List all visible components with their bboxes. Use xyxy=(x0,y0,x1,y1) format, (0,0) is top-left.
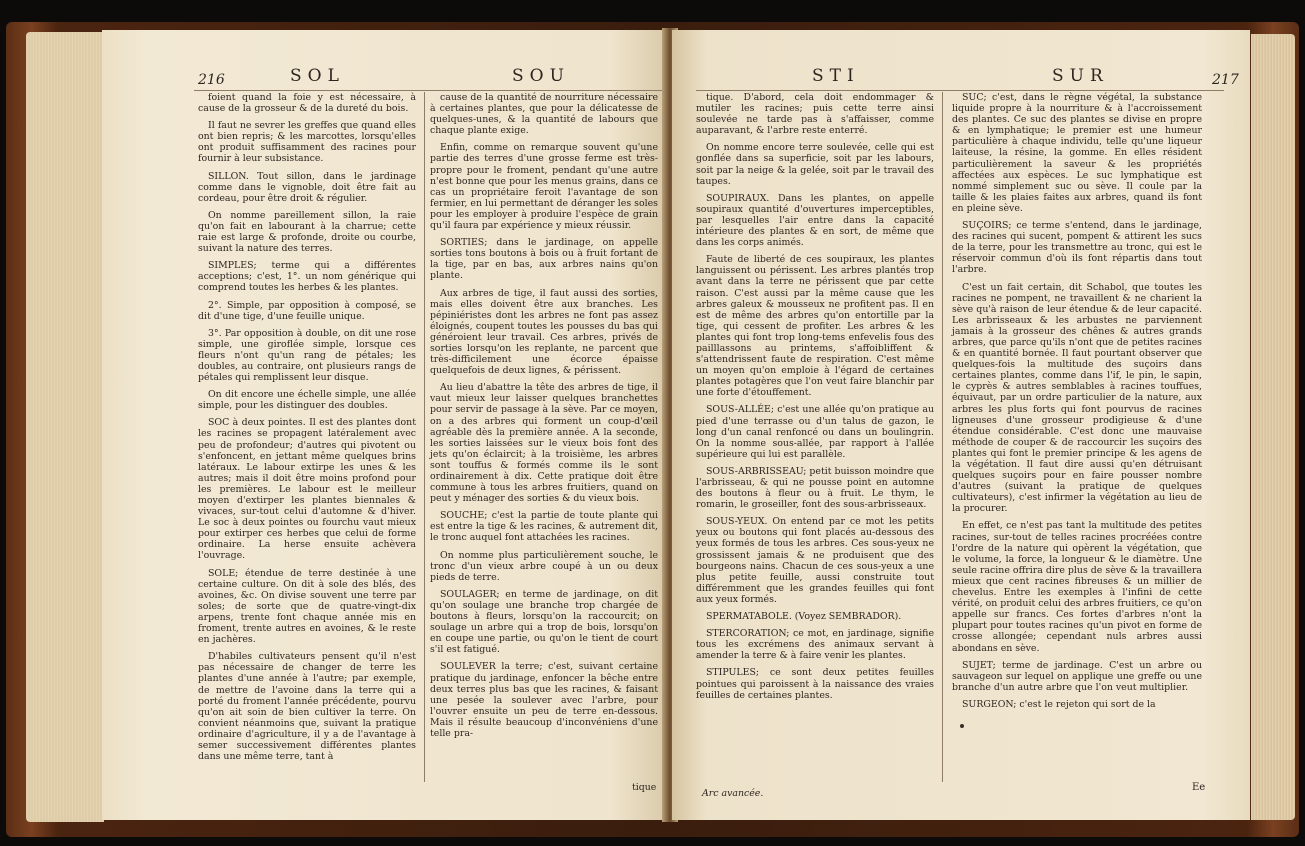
paragraph: SURGEON; c'est le rejeton qui sort de la xyxy=(962,698,1156,710)
paragraph: SORTIES; dans le jardinage, on appelle sorties tons boutons à bois ou à fruit fortant de la tige, par en bas, aux arbres nains qu'on plante. xyxy=(430,237,658,282)
right-running-head-2: SUR xyxy=(1052,66,1109,86)
paragraph: SOUPIRAUX. Dans les plantes, on appelle soupiraux quantité d'ouvertures imperceptibles, par lesquelles l'air entre dans la capacité intérieure des plantes & en sort, de même que dans les corps animés. xyxy=(696,192,934,249)
paragraph: SUÇOIRS; ce terme s'entend, dans le jardinage, des racines qui sucent, pompent & attirent les sucs de la terre, pour les transmettre au tronc, qui est le réservoir commun d'où ils font répartis dans tout l'arbre. xyxy=(952,220,1202,276)
right-bottom-note: Arc avancée. xyxy=(702,788,764,799)
paragraph: STIPULES; ce sont deux petites feuilles pointues qui paroissent à la naissance des vraies feuilles de certaines plantes. xyxy=(696,667,934,701)
left-column-1 xyxy=(198,92,416,768)
right-page xyxy=(672,30,1250,820)
paragraph: En effet, ce n'est pas tant la multitude des petites racines, sur-tout de telles racines procréées contre l'ordre de la nature qui opèrent la végétation, que le volume, la force, la longueur & le diamètre. Une seule racine offrira dire plus de sève & la travaillera mieux que cent racines fibreuses & un millier de chevelus. Entre les exemples à l'infini de cette vérité, on produit celui des arbres fruitiers, ce qu'on appelle sur francs. Ces fortes d'arbres n'ont la plupart pour toutes racines qu'un pivot en forme de crosse allongée; cependant nuls arbres aussi abondans en sève. xyxy=(952,520,1202,654)
left-page xyxy=(102,30,668,820)
paragraph: SOUCHE; c'est la partie de toute plante qui est entre la tige & les racines, & autrement dit, le tronc auquel font attachées les racines. xyxy=(430,510,658,544)
left-catchword: tique xyxy=(632,782,657,793)
right-column-2 xyxy=(952,92,1202,716)
right-page-edges xyxy=(1251,34,1295,820)
paragraph: SPERMATABOLE. (Voyez SEMBRADOR). xyxy=(706,611,902,623)
paragraph: Aux arbres de tige, il faut aussi des sorties, mais elles doivent être aux branches. Les pépiniéristes dont les arbres ne font pas assez éloignés, coupent toutes les pousses du bas qui généroient leur travail. Ces arbres, privés de sorties lorsqu'on les replante, ne parcent que très-difficilement une écorce épaisse quelquefois de deux lignes, & périssent. xyxy=(430,287,658,377)
right-column-1 xyxy=(696,92,934,707)
right-head-rule xyxy=(696,90,1224,91)
right-running-head-1: STI xyxy=(812,66,860,86)
paragraph: 2°. Simple, par opposition à composé, se dit d'une tige, d'une feuille unique. xyxy=(198,299,416,322)
paragraph: SILLON. Tout sillon, dans le jardinage comme dans le vignoble, doit être fait au cordeau, pour être droit & régulier. xyxy=(198,170,416,204)
left-running-head-2: SOU xyxy=(512,66,570,86)
paragraph: On nomme pareillement sillon, la raie qu'on fait en labourant à la charrue; cette raie est large & profonde, droite ou courbe, suivant la nature des terres. xyxy=(198,209,416,255)
ink-spot xyxy=(960,724,964,728)
paragraph: C'est un fait certain, dit Schabol, que toutes les racines ne pompent, ne travaillent & ne charient la sève qu'à raison de leur étendue & de leur capacité. Les arbrisseaux & les arbustes ne parviennent jamais à la grosseur des chênes & autres grands arbres, que parce qu'ils n'ont que de petites racines & en quantité bornée. Il faut pourtant observer que quelques-fois la multitude des suçoirs dans certaines plantes, comme dans l'if, le pin, le sapin, le cyprès & autres semblables à racines touffues, équivaut, par un ordre particulier de la nature, aux arbres les plus forts qui font pourvus de racines ligneuses d'une grosseur prodigieuse & d'une étendue considérable. C'est donc une mauvaise méthode de couper & de raccourcir les suçoirs des plantes qui font le premier principe & les agens de la végétation. Il faut dire aussi qu'en détruisant quelques suçoirs pour en faire pousser nombre d'autres (suivant la pratique de quelques cultivateurs), c'est infirmer la végétation au lieu de la procurer. xyxy=(952,281,1202,515)
paragraph: SOUS-YEUX. On entend par ce mot les petits yeux ou boutons qui font placés au-dessous des yeux formés de tous les arbres. Ces sous-yeux ne grossissent jamais & ne produisent que des bourgeons nains. Chacun de ces sous-yeux a une plus petite feuille, aussi construite tout différemment que les grandes feuilles qui font aux yeux formés. xyxy=(696,516,934,605)
paragraph: SOULAGER; en terme de jardinage, on dit qu'on soulage une branche trop chargée de boutons à fleurs, lorsqu'on la raccourcit; on soulage un arbre qui a trop de bois, lorsqu'on en coupe une partie, ou qu'on le tient de court s'il est fatigué. xyxy=(430,588,658,656)
left-column-rule xyxy=(424,92,425,782)
paragraph: SOUS-ALLÉE; c'est une allée qu'on pratique au pied d'une terrasse ou d'un talus de gazon, le long d'un canal renfoncé ou dans un boulingrin. On la nomme sous-allée, par rapport à l'allée supérieure qui lui est parallèle. xyxy=(696,404,934,460)
paragraph: On dit encore une échelle simple, une allée simple, pour les distinguer des doubles. xyxy=(198,389,416,412)
left-head-rule xyxy=(194,90,664,91)
paragraph: STERCORATION; ce mot, en jardinage, signifie tous les excrémens des animaux servant à amender la terre & à faire venir les plantes. xyxy=(696,628,934,662)
paragraph: cause de la quantité de nourriture nécessaire à certaines plantes, que pour la délicatesse de quelques-unes, & la quantité de labours que chaque plante exige. xyxy=(430,92,658,137)
paragraph: On nomme plus particulièrement souche, le tronc d'un vieux arbre coupé à un ou deux pieds de terre. xyxy=(430,549,658,583)
paragraph: SOC à deux pointes. Il est des plantes dont les racines se propagent latéralement avec peu de profondeur; d'autres qui pivotent ou s'enfoncent, en jettant même quelques brins latéraux. Le labour extirpe les unes & les autres; mais il doit être moins profond pour les premières. Le labour est le meilleur moyen d'extirper les plantes biennales & vivaces, sur-tout celui d'automne & d'hiver. Le soc à deux pointes ou fourchu vaut mieux pour extirper ces herbes que celui de forme ordinaire. La herse ensuite achèvera l'ouvrage. xyxy=(198,417,416,562)
paragraph: tique. D'abord, cela doit endommager & mutiler les racines; puis cette terre ainsi soulevée ne tarde pas à s'affaisser, comme auparavant, & l'arbre reste enterré. xyxy=(696,92,934,137)
paragraph: SIMPLES; terme qui a différentes acceptions; c'est, 1°. un nom générique qui comprend toutes les herbes & les plantes. xyxy=(198,260,416,294)
paragraph: Il faut ne sevrer les greffes que quand elles ont bien repris; & les marcottes, lorsqu'elles ont produit suffisamment des racines pour fournir à leur subsistance. xyxy=(198,120,416,165)
paragraph: SUC; c'est, dans le règne végétal, la substance liquide propre à la nourriture & à l'accroissement des plantes. Ce suc des plantes se divise en propre & en lymphatique; le premier est une humeur particulière à chaque individu, telle qu'une liqueur laiteuse, la résine, la gomme. En elles résident particulièrement la saveur & les propriétés affectées aux espèces. Le suc lymphatique est nommé simplement suc ou sève. Il coule par la taille & les plaies faites aux arbres, quand ils font en pleine sève. xyxy=(952,92,1202,214)
paragraph: Faute de liberté de ces soupiraux, les plantes languissent ou périssent. Les arbres plantés trop avant dans la terre ne périssent que par cette raison. C'est aussi par la même cause que les arbres galeux & mousseux ne profitent pas. Il en est de même des arbres qu'on entortille par la tige, qui cessent de profiter. Les arbres & les plantes qui font trop long-tems enfevelis fous des pailllassons au printems, s'affoibliffent & s'attendrissent faute de respiration. C'est même un moyen qu'on emploie à l'égard de certaines plantes potagères que l'on veut faire blanchir par une forte d'étouffement. xyxy=(696,254,934,399)
left-page-edges xyxy=(26,32,104,822)
paragraph: D'habiles cultivateurs pensent qu'il n'est pas nécessaire de changer de terre les plantes d'une année à l'autre; par exemple, de mettre de l'avoine dans la terre qui a porté du froment l'année précédente, pourvu qu'on ait soin de bien cultiver la terre. On convient néanmoins que, suivant la pratique ordinaire d'agriculture, il y a de l'avantage à semer successivement différentes plantes dans une même terre, tant à xyxy=(198,651,416,763)
paragraph: SUJET; terme de jardinage. C'est un arbre ou sauvageon sur lequel on applique une greffe ou une branche d'un autre arbre que l'on veut multiplier. xyxy=(952,659,1202,693)
paragraph: SOUS-ARBRISSEAU; petit buisson moindre que l'arbrisseau, & qui ne pousse point en automne des boutons à fleur ou à fruit. Le thym, le romarin, le groseiller, font des sous-arbrisseaux. xyxy=(696,465,934,511)
right-signature: Ee xyxy=(1192,782,1206,793)
paragraph: Enfin, comme on remarque souvent qu'une partie des terres d'une grosse ferme est très-propre pour le froment, pendant qu'une autre n'est bonne que pour les menus grains, dans ce cas un propriétaire feroit l'avantage de son fermier, en lui permettant de déranger les soles pour les employer à produire l'espèce de grain qu'il faura par expérience y mieux réussir. xyxy=(430,142,658,232)
left-column-2 xyxy=(430,92,658,745)
paragraph: On nomme encore terre soulevée, celle qui est gonflée dans sa superficie, soit par les labours, soit par la neige & la gelée, soit par le travail des taupes. xyxy=(696,142,934,187)
paragraph: SOULEVER la terre; c'est, suivant certaine pratique du jardinage, enfoncer la bêche entre deux terres plus bas que les racines, & faisant une pesée la soulever avec l'arbre, pour l'ouvrer ensuite un peu de terre en-dessous. Mais il résulte beaucoup d'inconvéniens d'une telle pra- xyxy=(430,661,658,739)
paragraph: 3°. Par opposition à double, on dit une rose simple, une giroflée simple, lorsque ces fleurs n'ont qu'un rang de pétales; les doubles, au contraire, ont plusieurs rangs de pétales qui remplissent leur disque. xyxy=(198,327,416,384)
left-page-number: 216 xyxy=(198,72,225,88)
paragraph: foient quand la foie y est nécessaire, à cause de la grosseur & de la dureté du bois. xyxy=(198,92,416,115)
paragraph: Au lieu d'abattre la tête des arbres de tige, il vaut mieux leur laisser quelques branchettes pour servir de passage à la sève. Par ce moyen, on a des arbres qui forment un coup-d'œil agréable dès la première année. A la seconde, les sorties laissées sur le vieux bois font des jets qu'on éclaircit; à la troisième, les arbres sont touffus & formés comme ils le sont ordinairement à dix. Cette pratique doit être commune à tous les arbres fruitiers, quand on peut y ménager des sorties & du vieux bois. xyxy=(430,382,658,505)
paragraph: SOLE; étendue de terre destinée à une certaine culture. On dit à sole des blés, des avoines, &c. On divise souvent une terre par soles; de sorte que de quatre-vingt-dix arpens, trente font chaque année mis en froment, trente autres en avoines, & le reste en jachères. xyxy=(198,567,416,646)
left-running-head-1: SOL xyxy=(290,66,345,86)
right-column-rule xyxy=(942,92,943,782)
right-page-number: 217 xyxy=(1212,72,1239,88)
